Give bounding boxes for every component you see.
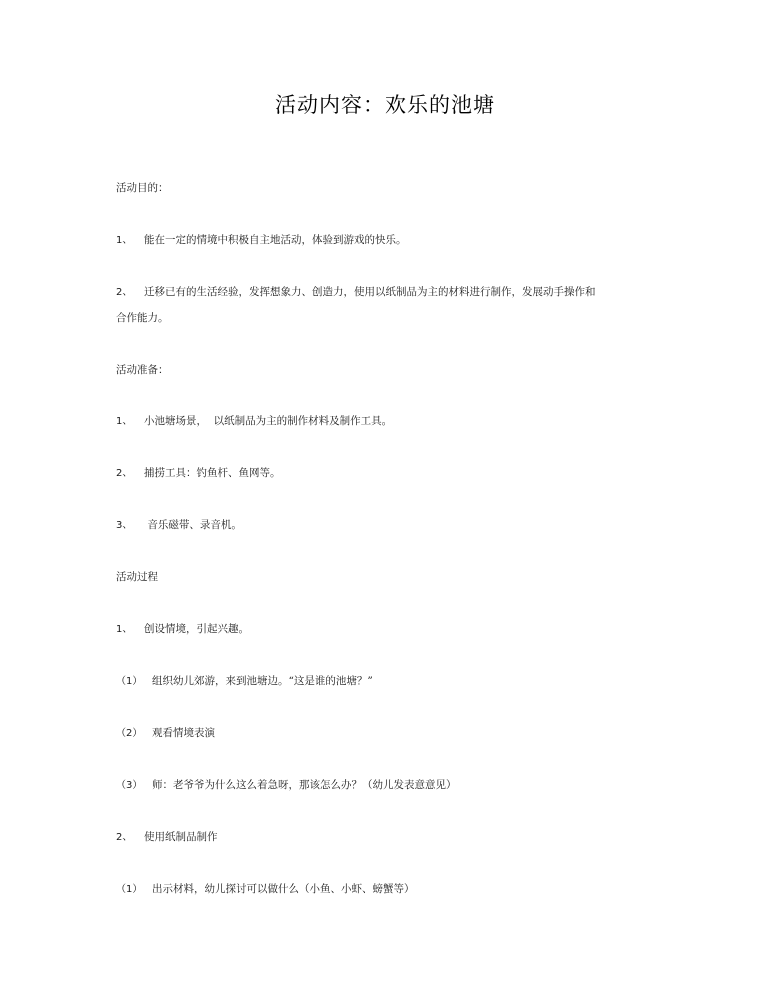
item-number: 1、 [116, 416, 133, 427]
list-item [116, 777, 676, 794]
section-heading-prep: 活动准备： [116, 364, 169, 376]
item-text: 组织幼儿郊游，来到池塘边。“这是谁的池塘？” [152, 675, 373, 687]
item-number: 3、 [116, 520, 133, 531]
item-number: （1） [116, 884, 143, 895]
list-item [116, 673, 676, 690]
list-item [116, 621, 676, 638]
page-title: 活动内容：欢乐的池塘 [275, 93, 495, 117]
item-number: （3） [116, 780, 143, 791]
item-number: （1） [116, 676, 143, 687]
item-text: 创设情境，引起兴趣。 [144, 623, 249, 635]
item-text: 迁移已有的生活经验，发挥想象力、创造力，使用以纸制品为主的材料进行制作，发展动手操作和 [144, 286, 596, 298]
list-item [116, 517, 676, 534]
item-number: 1、 [116, 235, 133, 246]
list-item [116, 829, 676, 846]
item-text: 音乐磁带、录音机。 [144, 519, 242, 531]
item-text: 捕捞工具：钓鱼杆、鱼网等。 [144, 467, 281, 479]
section-heading-process: 活动过程 [116, 571, 158, 583]
list-item [116, 413, 676, 430]
list-item [116, 881, 676, 898]
list-item [116, 725, 676, 742]
item-number: 2、 [116, 468, 133, 479]
item-text: 观看情境表演 [152, 727, 215, 739]
item-text: 师：老爷爷为什么这么着急呀，那该怎么办？（幼儿发表意意见） [152, 779, 457, 791]
item-number: （2） [116, 728, 143, 739]
item-text: 能在一定的情境中积极自主地活动，体验到游戏的快乐。 [144, 234, 407, 246]
item-number: 1、 [116, 624, 133, 635]
list-item-continuation: 合作能力。 [116, 312, 169, 324]
item-number: 2、 [116, 832, 133, 843]
section-heading-goal: 活动目的： [116, 182, 169, 194]
list-item [116, 284, 676, 301]
item-text: 使用纸制品制作 [144, 831, 218, 843]
item-number: 2、 [116, 287, 133, 298]
list-item [116, 465, 676, 482]
item-text: 小池塘场景， 以纸制品为主的制作材料及制作工具。 [144, 415, 393, 427]
item-text: 出示材料，幼儿探讨可以做什么（小鱼、小虾、螃蟹等） [152, 883, 415, 895]
list-item [116, 232, 676, 249]
